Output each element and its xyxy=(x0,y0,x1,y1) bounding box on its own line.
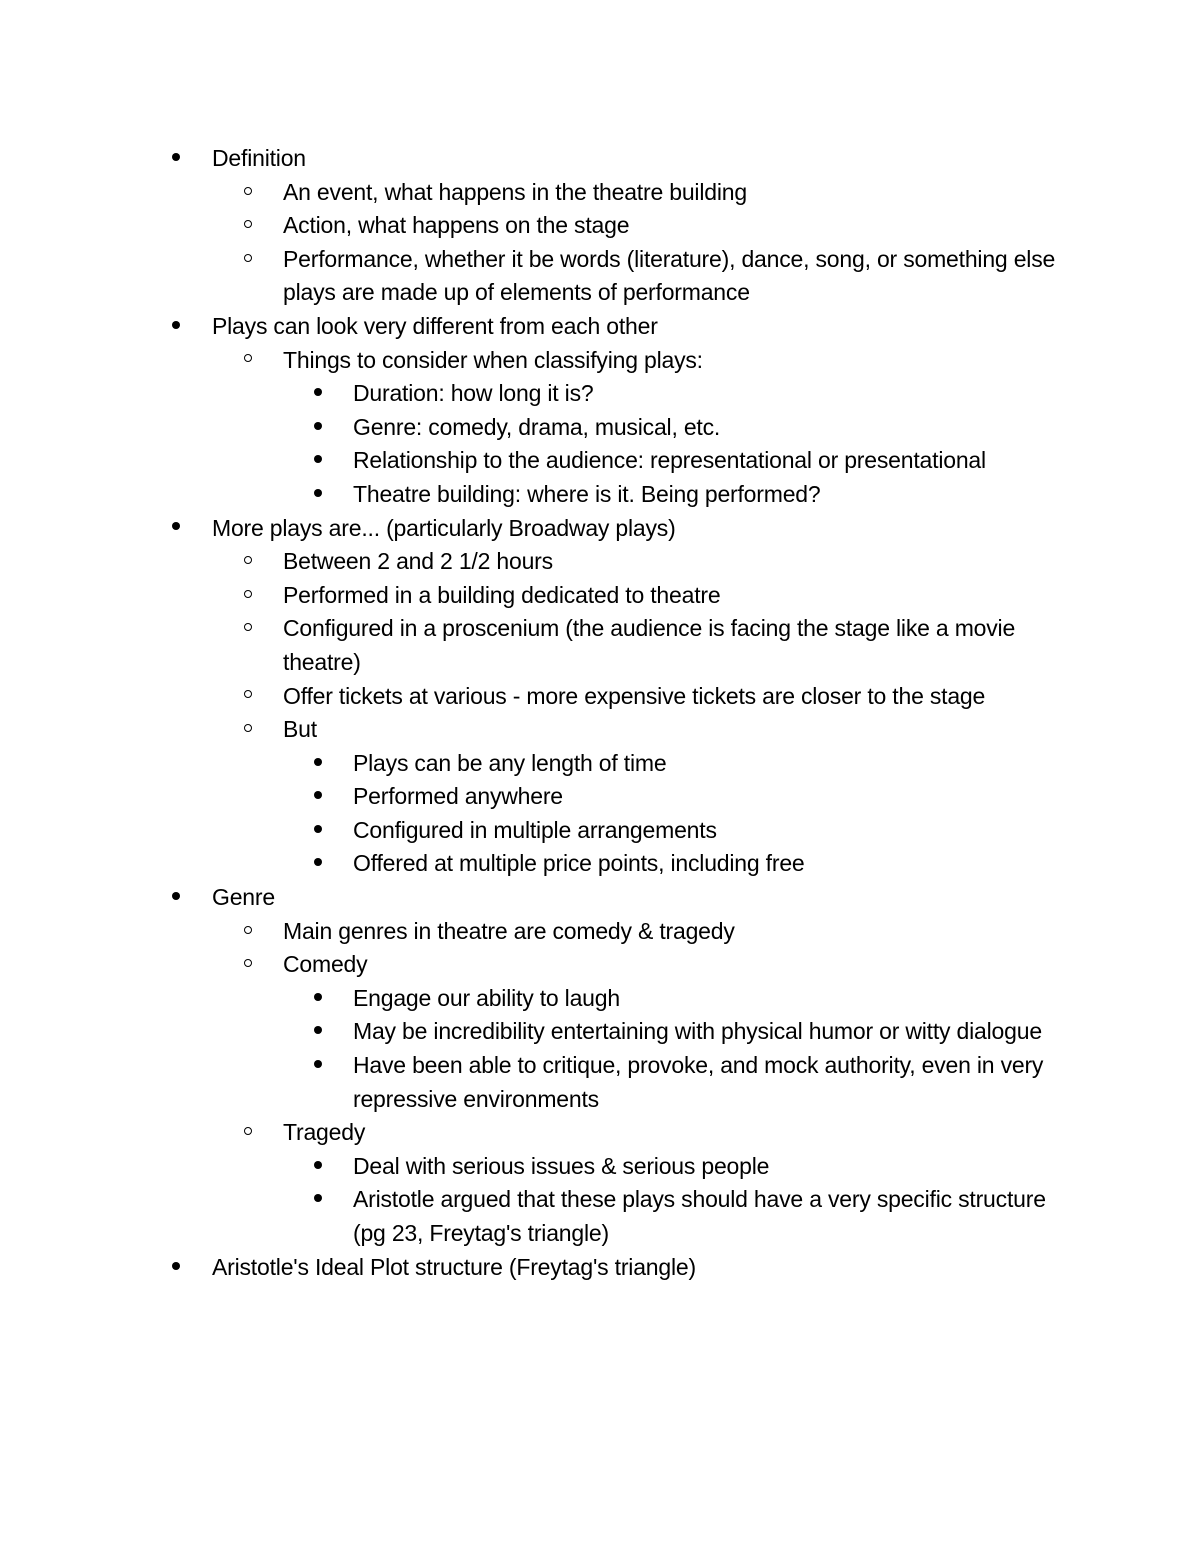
outline-item-level-2 xyxy=(0,243,1063,310)
outline-item-text: Aristotle's Ideal Plot structure (Freytag's triangle) xyxy=(212,1253,696,1280)
bullet-icon xyxy=(172,142,180,176)
outline-item-text: Genre: comedy, drama, musical, etc. xyxy=(353,413,721,440)
outline-item-text: Performed in a building dedicated to theatre xyxy=(283,581,721,608)
outline-item-text: May be incredibility entertaining with physical humor or witty dialogue xyxy=(353,1018,1042,1045)
outline-item-text: Genre xyxy=(212,884,275,911)
outline-item-level-2 xyxy=(0,948,1063,982)
outline-item-text: Deal with serious issues & serious people xyxy=(353,1152,770,1179)
outline-item-level-3 xyxy=(0,1183,1053,1250)
bullet-icon xyxy=(314,1150,322,1184)
outline-item-text: Plays can look very different from each other xyxy=(212,312,658,339)
bullet-icon xyxy=(314,747,322,781)
outline-item-text: Performed anywhere xyxy=(353,783,563,810)
outline-item-text: Action, what happens on the stage xyxy=(283,212,630,239)
outline-item-text: Tragedy xyxy=(283,1119,366,1146)
outline-item-text: Things to consider when classifying plays: xyxy=(283,346,703,373)
outline-item-text: Engage our ability to laugh xyxy=(353,984,620,1011)
outline-item-text: Comedy xyxy=(283,951,368,978)
hollow-bullet-icon xyxy=(244,612,252,646)
outline-item-text: Offer tickets at various - more expensive tickets are closer to the stage xyxy=(283,682,986,709)
bullet-icon xyxy=(172,881,180,915)
bullet-icon xyxy=(314,1049,322,1083)
outline-item-text: Between 2 and 2 1/2 hours xyxy=(283,548,553,575)
outline-item-level-1 xyxy=(0,512,1092,546)
outline-item-text: Configured in a proscenium (the audience is facing the stage like a movie theatre) xyxy=(283,615,1016,675)
outline-item-level-2 xyxy=(0,680,1063,714)
hollow-bullet-icon xyxy=(244,209,252,243)
outline-item-level-2 xyxy=(0,915,1063,949)
hollow-bullet-icon xyxy=(244,915,252,949)
bullet-icon xyxy=(314,377,322,411)
outline-item-level-3 xyxy=(0,814,1053,848)
outline-item-level-1 xyxy=(0,881,1092,915)
hollow-bullet-icon xyxy=(244,344,252,378)
outline-item-level-1 xyxy=(0,1251,1092,1285)
outline-item-level-3 xyxy=(0,747,1053,781)
outline-item-level-3 xyxy=(0,411,1053,445)
hollow-bullet-icon xyxy=(244,579,252,613)
outline-item-level-2 xyxy=(0,612,1063,679)
outline-item-text: Performance, whether it be words (literature), dance, song, or something else plays are made up of elements of performance xyxy=(283,245,1056,306)
hollow-bullet-icon xyxy=(244,680,252,714)
outline-item-level-2 xyxy=(0,713,1063,747)
bullet-icon xyxy=(314,444,322,478)
bullet-icon xyxy=(314,814,322,848)
outline-item-text: Duration: how long it is? xyxy=(353,380,594,407)
bullet-icon xyxy=(314,411,322,445)
outline-item-text: Configured in multiple arrangements xyxy=(353,816,717,843)
outline-item-level-3 xyxy=(0,444,1053,478)
bullet-icon xyxy=(172,1251,180,1285)
bullet-icon xyxy=(314,847,322,881)
hollow-bullet-icon xyxy=(244,243,252,277)
outline-item-text: More plays are... (particularly Broadway plays) xyxy=(212,514,676,541)
outline-item-level-3 xyxy=(0,1150,1053,1184)
outline-item-text: Aristotle argued that these plays should have a very specific structure (pg 23, Freytag's triangle) xyxy=(353,1186,1046,1246)
outline-item-text: Definition xyxy=(212,145,306,171)
outline-item-text: But xyxy=(283,716,317,743)
outline-item-level-2 xyxy=(0,344,1063,378)
bullet-icon xyxy=(172,310,180,344)
bullet-icon xyxy=(314,1183,322,1217)
outline-item-text: Offered at multiple price points, including free xyxy=(353,850,805,877)
hollow-bullet-icon xyxy=(244,176,252,210)
outline-item-level-2 xyxy=(0,209,1063,243)
outline-item-level-2 xyxy=(0,1116,1063,1150)
outline-item-text: Have been able to critique, provoke, and mock authority, even in very repressive environments xyxy=(353,1052,1044,1112)
outline-item-text: Relationship to the audience: representational or presentational xyxy=(353,447,986,474)
outline-item-level-3 xyxy=(0,982,1053,1016)
outline-item-text: An event, what happens in the theatre building xyxy=(283,178,747,205)
outline-item-level-3 xyxy=(0,1015,1053,1049)
outline-item-text: Theatre building: where is it. Being performed? xyxy=(353,480,821,507)
outline-item-level-1 xyxy=(0,142,1092,176)
outline-item-level-2 xyxy=(0,545,1063,579)
outline-item-level-3 xyxy=(0,478,1053,512)
outline-item-level-1 xyxy=(0,310,1092,344)
outline-item-text: Plays can be any length of time xyxy=(353,749,667,776)
outline-item-level-3 xyxy=(0,1049,1053,1116)
bullet-icon xyxy=(172,512,180,546)
bullet-icon xyxy=(314,478,322,512)
outline-item-level-2 xyxy=(0,176,1063,210)
hollow-bullet-icon xyxy=(244,1116,252,1150)
outline-item-level-3 xyxy=(0,377,1053,411)
hollow-bullet-icon xyxy=(244,545,252,579)
outline-item-level-2 xyxy=(0,579,1063,613)
bullet-icon xyxy=(314,780,322,814)
outline-item-level-3 xyxy=(0,780,1053,814)
hollow-bullet-icon xyxy=(244,713,252,747)
bullet-icon xyxy=(314,982,322,1016)
hollow-bullet-icon xyxy=(244,948,252,982)
bullet-icon xyxy=(314,1015,322,1049)
outline-item-text: Main genres in theatre are comedy & tragedy xyxy=(283,917,735,944)
bulleted-outline xyxy=(0,142,1200,1284)
outline-item-level-3 xyxy=(0,847,1053,881)
